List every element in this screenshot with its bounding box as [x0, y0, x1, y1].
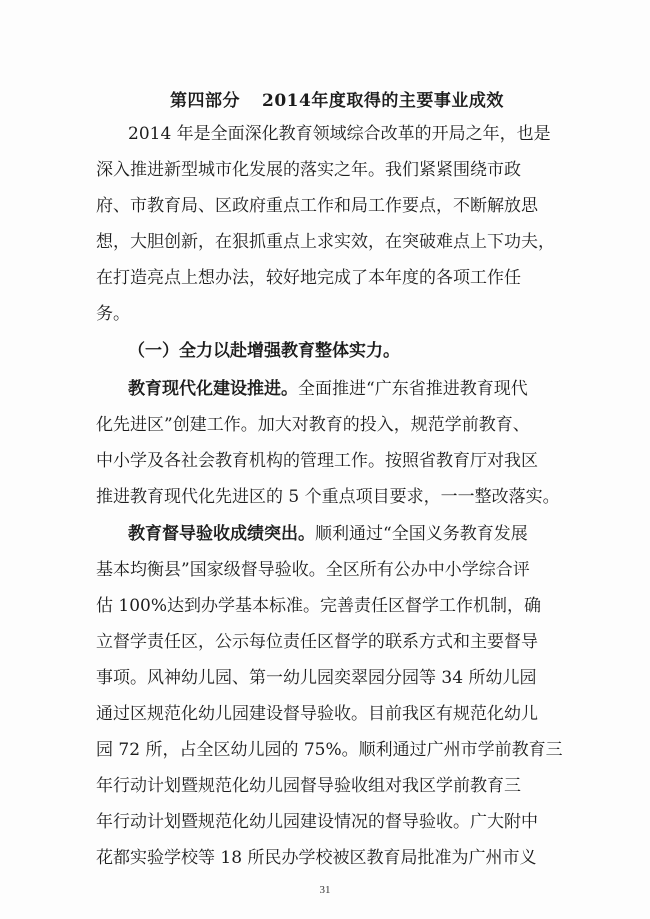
- paragraph-line: 年行动计划暨规范化幼儿园督导验收组对我区学前教育三: [96, 776, 521, 796]
- paragraph-line: 花都实验学校等 18 所民办学校被区教育局批准为广州市义: [96, 848, 537, 868]
- paragraph-line: 2014 年是全面深化教育领域综合改革的开局之年，也是: [128, 124, 551, 144]
- section-title-part: 第四部分: [170, 91, 240, 111]
- subsection-heading: （一）全力以赴增强教育整体实力。: [128, 341, 400, 361]
- paragraph-first-line: [128, 524, 528, 544]
- page-number: 31: [319, 884, 331, 896]
- paragraph-line: 估 100%达到办学基本标准。完善责任区督学工作机制，确: [96, 596, 542, 616]
- paragraph-text: 顺利通过“全国义务教育发展: [315, 524, 528, 544]
- paragraph-line: 府、市教育局、区政府重点工作和局工作要点，不断解放思: [96, 196, 538, 216]
- paragraph-lead: 教育现代化建设推进。: [128, 379, 298, 399]
- paragraph-line: 通过区规范化幼儿园建设督导验收。目前我区有规范化幼儿: [96, 704, 538, 724]
- paragraph-text: 全面推进“广东省推进教育现代: [298, 379, 528, 399]
- paragraph-line: 推进教育现代化先进区的 5 个重点项目要求，一一整改落实。: [96, 487, 560, 507]
- paragraph-line: 想，大胆创新，在狠抓重点上求实效，在突破难点上下功夫，: [96, 232, 555, 252]
- paragraph-lead: 教育督导验收成绩突出。: [128, 524, 315, 544]
- paragraph-line: 事项。风神幼儿园、第一幼儿园奕翠园分园等 34 所幼儿园: [96, 668, 537, 688]
- paragraph-line: 立督学责任区，公示每位责任区督学的联系方式和主要督导: [96, 632, 538, 652]
- section-title-text: 2014年度取得的主要事业成效: [262, 91, 504, 111]
- paragraph-line: 务。: [96, 304, 130, 324]
- section-title: [170, 86, 504, 111]
- paragraph-line: 基本均衡县”国家级督导验收。全区所有公办中小学综合评: [96, 560, 530, 580]
- paragraph-line: 园 72 所，占全区幼儿园的 75%。顺利通过广州市学前教育三: [96, 740, 563, 760]
- paragraph-first-line: [128, 379, 528, 399]
- paragraph-line: 化先进区”创建工作。加大对教育的投入，规范学前教育、: [96, 415, 530, 435]
- paragraph-line: 中小学及各社会教育机构的管理工作。按照省教育厅对我区: [96, 451, 538, 471]
- paragraph-line: 年行动计划暨规范化幼儿园建设情况的督导验收。广大附中: [96, 812, 538, 832]
- paragraph-line: 深入推进新型城市化发展的落实之年。我们紧紧围绕市政: [96, 160, 521, 180]
- paragraph-line: 在打造亮点上想办法，较好地完成了本年度的各项工作任: [96, 268, 521, 288]
